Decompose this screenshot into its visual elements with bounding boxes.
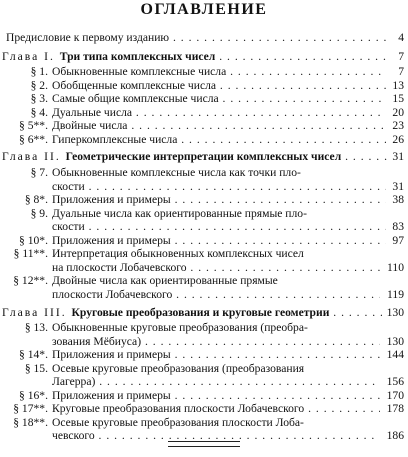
section-page-number: 178 [386,402,404,416]
section-page-number: 130 [386,334,404,348]
section-number: § 1. [30,65,48,79]
section-entry-continuation [0,261,408,274]
section-title-line: скости . . . [52,180,386,193]
section-entry [0,119,408,132]
section-page-number: 110 [387,260,404,274]
section-title-line: Приложения и примеры . . . [52,234,386,247]
section-page-number: 97 [392,233,404,247]
section-page-number: 26 [392,132,404,146]
section-title-line: Интерпретация обыкновенных комплексных чисел [52,247,304,261]
section-title-line: Обыкновенные комплексные числа как точки пло- [52,166,301,179]
section-title-line: на плоскости Лобачевского . . . [52,261,380,274]
chapter-title: Круговые преобразования и круговые геометрии [71,305,330,319]
section-number: § 2. [30,78,48,92]
section-page-number: 170 [386,388,404,402]
chapter-label: Глава I. [2,49,60,63]
section-entry [0,348,408,361]
section-entry [0,92,408,105]
section-page-number: 31 [392,179,404,193]
section-title-line: Двойные числа как ориентированные прямые [52,274,278,288]
section-entry [0,79,408,92]
section-title-line: зования Мёбиуса) . . . [52,335,380,348]
chapter-heading-text [2,306,382,319]
section-number: § 16*. [19,388,48,402]
section-number: § 11**. [13,247,48,261]
section-page-number: 119 [387,287,404,301]
section-page-number: 83 [392,220,404,234]
section-entry [0,193,408,206]
section-entry-continuation [0,180,408,193]
section-entry [0,65,408,78]
section-number: § 10*. [19,233,48,247]
section-entry [0,133,408,146]
section-title-line: Круговые преобразования плоскости Лобачевского . . . [52,402,380,415]
section-number: § 3. [30,92,48,106]
section-entry-continuation [0,375,408,388]
section-title-line: Двойные числа . . . [52,119,386,132]
section-number: § 12**. [13,274,48,288]
section-entry [0,166,408,179]
section-title-line: Приложения и примеры . . . [52,193,386,206]
section-page-number: 156 [386,375,404,389]
section-number: § 14*. [19,348,48,362]
chapter-page-number: 130 [386,305,404,319]
section-number: § 7. [30,166,48,179]
chapter-heading [0,50,408,63]
section-title-line: Осевые круговые преобразования (преобразования [52,361,305,375]
section-title-line: плоскости Лобачевского . . . [52,288,380,301]
section-title-line: чевского . . . [52,429,380,442]
section-page-number: 15 [392,92,404,106]
section-number: § 6**. [19,132,48,146]
section-entry [0,321,408,334]
section-entry [0,247,408,260]
chapter-title: Три типа комплексных чисел [59,49,216,63]
chapter-heading [0,306,408,319]
section-number: § 8*. [24,193,48,207]
section-page-number: 13 [392,78,404,92]
section-title-line: Приложения и примеры . . . [52,348,380,361]
section-number: § 15. [24,361,48,375]
section-entry [0,234,408,247]
section-title-line: Гиперкомплексные числа . . . [52,133,386,146]
section-page-number: 38 [392,193,404,207]
preface-text: Предисловие к первому изданию . . . [6,31,392,44]
section-title-line: Обобщенные комплексные числа . . . [52,79,386,92]
section-entry-continuation [0,335,408,348]
section-page-number: 20 [392,105,404,119]
section-number: § 13. [24,321,48,334]
section-title-line: Дуальные числа . . . [52,106,386,119]
section-page-number: 186 [386,429,404,443]
section-number: § 4. [30,105,48,119]
section-entry [0,207,408,220]
section-page-number: 7 [398,65,404,79]
chapter-label: Глава II. [2,150,66,164]
section-title-line: Дуальные числа как ориентированные прямые пло- [52,206,307,220]
section-entry [0,362,408,375]
section-number: § 18**. [13,415,48,429]
chapter-page-number: 7 [398,49,404,63]
section-number: § 9. [30,206,48,220]
section-page-number: 23 [392,119,404,133]
section-entry-continuation [0,220,408,233]
bottom-double-rule [168,441,240,447]
section-entry-continuation [0,288,408,301]
section-title-line: Осевые круговые преобразования плоскости Лоба- [52,415,304,429]
chapter-title: Геометрические интерпретации комплексных чисел [65,150,342,164]
chapter-heading-text [2,150,388,163]
section-title-line: Обыкновенные круговые преобразования (преобра- [52,321,308,334]
chapter-heading-text [2,50,388,63]
section-entry [0,389,408,402]
chapter-label: Глава III. [2,305,72,319]
chapter-page-number: 31 [392,150,404,164]
section-title-line: Приложения и примеры . . . [52,389,380,402]
section-number: § 17**. [13,402,48,416]
section-entry [0,274,408,287]
section-entry [0,416,408,429]
preface-page-number: 4 [398,31,404,44]
section-title-line: Самые общие комплексные числа . . . [52,92,386,105]
section-entry [0,106,408,119]
section-entry [0,402,408,415]
section-title-line: скости . . . [52,220,386,233]
section-number: § 5**. [19,119,48,133]
toc-title: ОГЛАВЛЕНИЕ [140,1,268,18]
section-page-number: 144 [386,348,404,362]
preface-entry [0,31,408,44]
chapter-heading [0,150,408,163]
section-title-line: Лагерра) . . . [52,375,380,388]
section-title-line: Обыкновенные комплексные числа . . . [52,65,386,78]
